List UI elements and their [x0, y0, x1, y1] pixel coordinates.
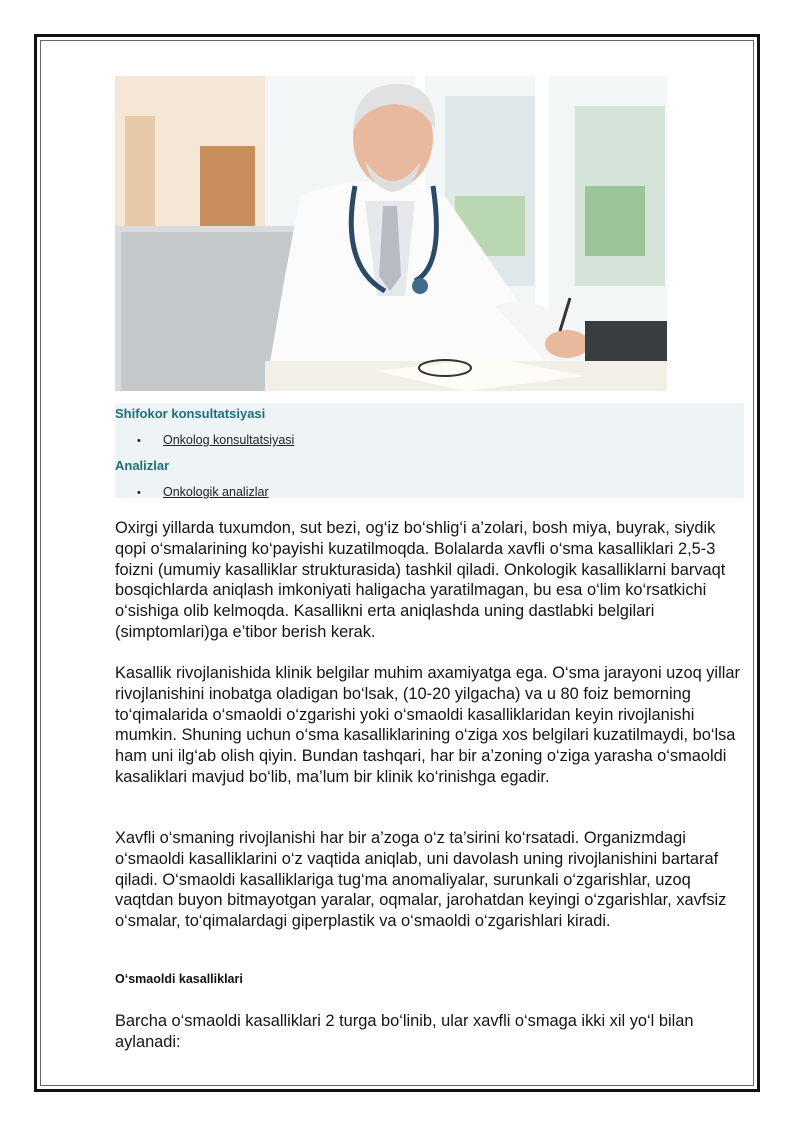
bullet-icon: •	[137, 435, 141, 447]
doctor-illustration	[115, 76, 667, 391]
section-heading-analyses: Analizlar	[115, 458, 170, 473]
list-item	[137, 485, 269, 499]
oncologist-consultation-link[interactable]: Onkolog konsultatsiyasi	[163, 433, 295, 447]
doctor-photo	[115, 76, 667, 391]
list-item	[137, 433, 294, 447]
section-subheading: O‘smaoldi kasalliklari	[115, 972, 243, 986]
related-links-box	[115, 403, 744, 498]
paragraph-intro: Oxirgi yillarda tuxumdon, sut bezi, og‘iz bo‘shlig‘i a’zolari, bosh miya, buyrak, siydik qopi o‘smalarining ko‘payishi kuzatilmoqda. Bolalarda xavfli o‘sma kasalliklari 2,5-3 foizni (umumiy kasalliklar strukturasida) tashkil qiladi. Onkologik kasalliklarni barvaqt bosqichlarda aniqlash imkoniyati haligacha yaratilmagan, bu esa o‘lim ko‘rsatkichi o‘sishiga olib kelmoqda. Kasallikni erta aniqlashda uning dastlabki belgilari (simptomlari)ga e’tibor berish kerak.	[115, 519, 726, 641]
bullet-icon: •	[137, 487, 141, 499]
paragraph-closing: Barcha o‘smaoldi kasalliklari 2 turga bo‘linib, ular xavfli o‘smaga ikki xil yo‘l bilan aylanadi:	[115, 1012, 694, 1051]
section-heading-consultation: Shifokor konsultatsiyasi	[115, 406, 266, 421]
paragraph-clinical-signs: Kasallik rivojlanishida klinik belgilar muhim axamiyatga ega. O‘sma jarayoni uzoq yillar rivojlanishini inobatga oladigan bo‘lsak, (10-20 yilgacha) va u 80 foiz bemorning to‘qimalarida o‘smaoldi o‘zgarishi yoki o‘smaoldi kasalliklaridan keyin rivojlanishi mumkin. Shuning uchun o‘sma kasalliklarining o‘ziga xos belgilari kuzatilmaydi, bo‘lsa ham uni ilg‘ab olish qiyin. Bundan tashqari, har bir a’zoning o‘ziga yarasha o‘smaoldi kasaliklari mavjud bo‘lib, ma’lum bir klinik ko‘rinishga egadir.	[115, 664, 740, 786]
paragraph-development: Xavfli o‘smaning rivojlanishi har bir a’zoga o‘z ta’sirini ko‘rsatadi. Organizmdagi o‘smaoldi kasalliklarini o‘z vaqtida aniqlab, uni davolash uning rivojlanishini bartaraf qiladi. O‘smaoldi kasalliklariga tug‘ma anomaliyalar, surunkali o‘zgarishlar, uzoq vaqtdan buyon bitmayotgan yaralar, oqmalar, jarohatdan keyingi o‘zgarishlar, xavfsiz o‘smalar, to‘qimalardagi giperplastik va o‘smaoldi o‘zgarishlari kiradi.	[115, 829, 727, 931]
oncology-analyses-link[interactable]: Onkologik analizlar	[163, 485, 269, 499]
